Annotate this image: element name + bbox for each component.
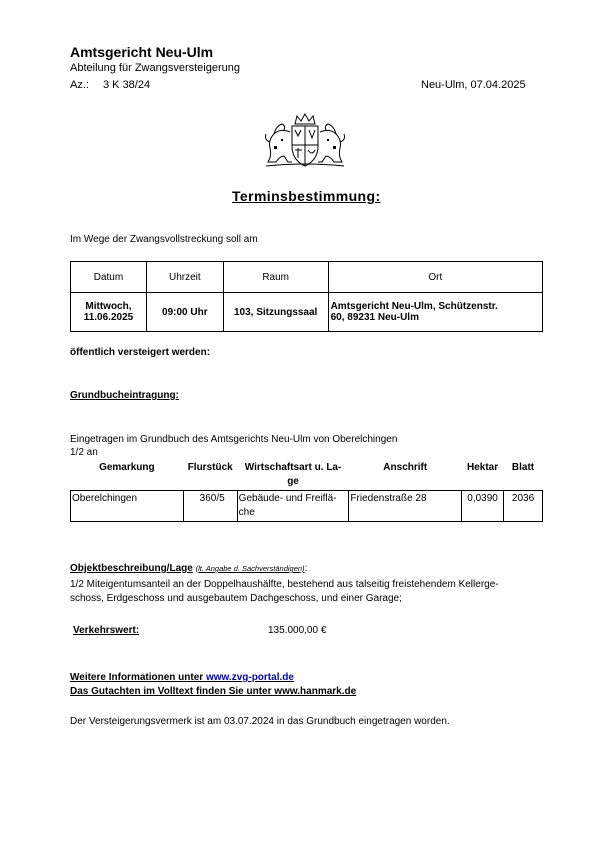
- header-wirtschaftsart-line-2: ge: [287, 476, 299, 487]
- auction-statement: öffentlich versteigert werden:: [70, 347, 211, 358]
- cell-gemarkung: Oberelchingen: [71, 491, 184, 522]
- file-number-label: Az.:: [70, 79, 89, 91]
- date-value: 11.06.2025: [83, 312, 134, 323]
- market-value: 135.000,00 €: [268, 625, 327, 636]
- land-register-intro: [70, 433, 397, 459]
- appointment-time: 09:00 Uhr: [146, 293, 223, 332]
- cell-blatt: 2036: [504, 491, 543, 522]
- place-line-2: 60, 89231 Neu-Ulm: [330, 312, 419, 323]
- page-title: Terminsbestimmung:: [232, 188, 381, 204]
- header-gemarkung: Gemarkung: [71, 460, 184, 491]
- appointment-date: [71, 293, 147, 332]
- object-heading-text: Objektbeschreibung/Lage: [70, 563, 193, 574]
- header-flurstueck: Flurstück: [183, 460, 237, 491]
- land-register-table: [70, 460, 543, 522]
- header-date: Datum: [71, 262, 147, 293]
- header-room: Raum: [223, 262, 328, 293]
- place-date: Neu-Ulm, 07.04.2025: [421, 79, 526, 91]
- cell-wirtschaftsart-line-2: che: [238, 507, 255, 518]
- appointment-table: [70, 261, 543, 332]
- market-value-label: Verkehrswert:: [73, 625, 140, 636]
- more-info-line: [70, 672, 294, 683]
- appointment-room: 103, Sitzungssaal: [223, 293, 328, 332]
- zvg-portal-link[interactable]: www.zvg-portal.de: [205, 672, 294, 683]
- object-heading-note: (lt. Angabe d. Sachverständigen): [195, 564, 305, 573]
- cell-anschrift: Friedenstraße 28: [349, 491, 462, 522]
- header-blatt: Blatt: [504, 460, 543, 491]
- department: Abteilung für Zwangsversteigerung: [70, 62, 240, 74]
- object-heading-colon: :: [304, 563, 308, 574]
- place-line-1: Amtsgericht Neu-Ulm, Schützenstr.: [330, 301, 498, 312]
- header-time: Uhrzeit: [146, 262, 223, 293]
- object-description-heading: [70, 563, 307, 574]
- date-weekday: Mittwoch,: [85, 301, 132, 312]
- appointment-place: [328, 293, 542, 332]
- coat-of-arms-icon: [262, 112, 348, 170]
- more-info-text: Weitere Informationen unter: [70, 672, 206, 683]
- intro-text: Im Wege der Zwangsvollstreckung soll am: [70, 234, 258, 245]
- table-header-row: [71, 262, 543, 293]
- header-wirtschaftsart: [237, 460, 349, 491]
- expert-report-line: Das Gutachten im Volltext finden Sie unter www.hanmark.de: [70, 686, 357, 697]
- header-anschrift: Anschrift: [349, 460, 462, 491]
- object-description-line-1: 1/2 Miteigentumsanteil an der Doppelhaushälfte, bestehend aus talseitig freistehendem Kellerge-: [70, 579, 499, 590]
- court-name: Amtsgericht Neu-Ulm: [70, 44, 214, 60]
- cell-wirtschaftsart: [237, 491, 349, 522]
- cell-hektar: 0,0390: [462, 491, 504, 522]
- land-register-heading: Grundbucheintragung:: [70, 390, 179, 401]
- file-number: 3 K 38/24: [103, 79, 151, 91]
- table-row: [71, 491, 543, 522]
- cell-flurstueck: 360/5: [183, 491, 237, 522]
- header-place: Ort: [328, 262, 542, 293]
- header-wirtschaftsart-line-1: Wirtschaftsart u. La-: [244, 462, 342, 473]
- table-row: [71, 293, 543, 332]
- cell-wirtschaftsart-line-1: Gebäude- und Freiflä-: [238, 493, 337, 504]
- table-header-row: [71, 460, 543, 491]
- header-hektar: Hektar: [462, 460, 504, 491]
- land-register-intro-line-1: Eingetragen im Grundbuch des Amtsgerichts Neu-Ulm von Oberelchingen: [70, 434, 398, 445]
- registry-note: Der Versteigerungsvermerk ist am 03.07.2024 in das Grundbuch eingetragen worden.: [70, 716, 450, 727]
- land-register-intro-line-2: 1/2 an: [70, 447, 98, 458]
- object-description: [70, 578, 550, 606]
- object-description-line-2: schoss, Erdgeschoss und ausgebautem Dachgeschoss, und einer Garage;: [70, 593, 402, 604]
